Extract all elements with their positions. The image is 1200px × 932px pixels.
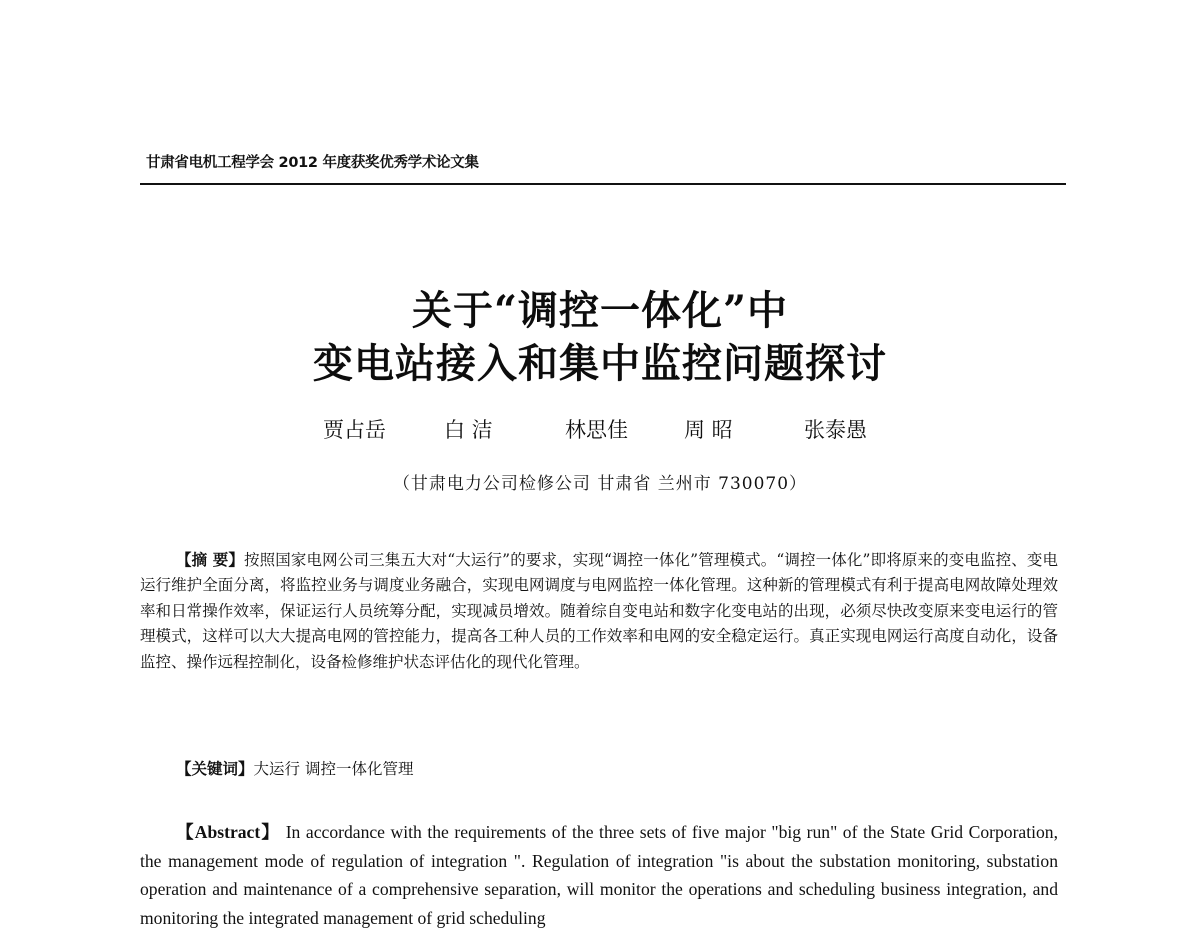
title-line-1: 关于“调控一体化”中 xyxy=(411,287,788,334)
abstract-en-text: In accordance with the requirements of the three sets of five major "big run" of the State Grid Corporation, the management mode of regulation of integration ". Regulation of integration "is about the substation monitoring, substation operation and maintenance of a comprehensive separation, will monitor the operations and scheduling business integration, and monitoring the integrated management of grid scheduling xyxy=(140,822,1059,928)
abstract-english xyxy=(140,818,1058,932)
abstract-chinese xyxy=(140,548,1058,675)
abstract-label: 【摘 要】 xyxy=(176,551,245,569)
author-name: 林思佳 xyxy=(565,418,628,442)
affiliation: （甘肃电力公司检修公司 甘肃省 兰州市 730070） xyxy=(392,474,808,494)
keywords-text: 大运行 调控一体化管理 xyxy=(253,760,414,778)
author-name: 张泰愚 xyxy=(804,418,867,442)
keywords xyxy=(176,757,413,779)
author-name: 白 洁 xyxy=(444,418,493,442)
author-list xyxy=(323,414,883,444)
author-name: 贾占岳 xyxy=(323,418,386,442)
header-rule xyxy=(140,183,1066,185)
running-head: 甘肃省电机工程学会 2012 年度获奖优秀学术论文集 xyxy=(146,155,479,171)
title-line-2: 变电站接入和集中监控问题探讨 xyxy=(313,340,887,387)
abstract-text: 按照国家电网公司三集五大对“大运行”的要求，实现“调控一体化”管理模式。“调控一体化”即将原来的变电监控、变电运行维护全面分离，将监控业务与调度业务融合，实现电网调度与电网监控一体化管理。这种新的管理模式有利于提高电网故障处理效率和日常操作效率，保证运行人员统筹分配，实现减员增效。随着综自变电站和数字化变电站的出现，必须尽快改变原来变电运行的管理模式，这样可以大大提高电网的管控能力，提高各工种人员的工作效率和电网的安全稳定运行。真正实现电网运行高度自动化，设备监控、操作远程控制化，设备检修维护状态评估化的现代化管理。 xyxy=(140,551,1058,671)
abstract-en-label: 【Abstract】 xyxy=(176,822,281,842)
keywords-label: 【关键词】 xyxy=(176,760,254,778)
author-name: 周 昭 xyxy=(684,418,733,442)
